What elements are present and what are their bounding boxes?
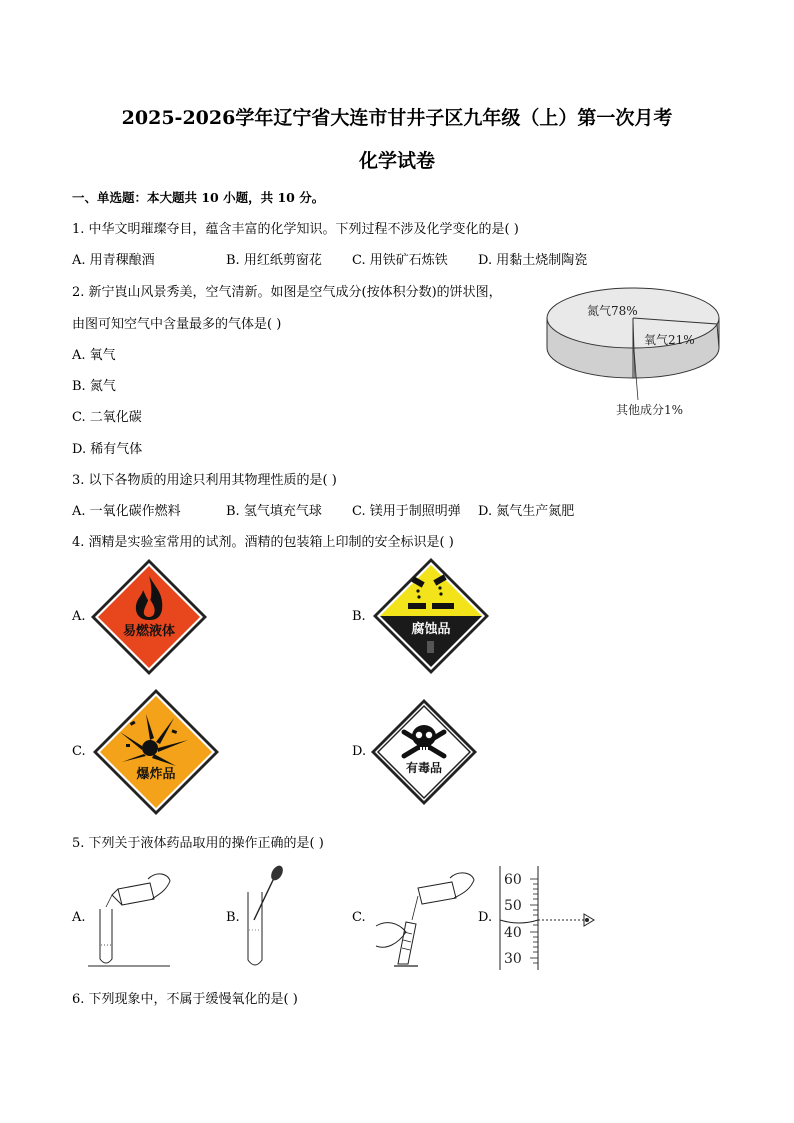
q4-stem: 4. 酒精是实验室常用的试剂。酒精的包装箱上印制的安全标识是( ) bbox=[72, 535, 454, 550]
q1-option-a: A. 用青稞酿酒 bbox=[72, 253, 155, 268]
tick-label-50: 50 bbox=[504, 898, 522, 914]
q2-option-d: D. 稀有气体 bbox=[72, 442, 143, 457]
q3-option-d: D. 氮气生产氮肥 bbox=[478, 504, 575, 519]
flammable-liquid-sign bbox=[90, 558, 208, 676]
pie-label-other: 其他成分1% bbox=[616, 403, 684, 417]
q5-option-a-letter: A. bbox=[72, 910, 86, 925]
q2-stem-line2: 由图可知空气中含量最多的气体是( ) bbox=[72, 317, 282, 332]
q1-option-b: B. 用红纸剪窗花 bbox=[226, 253, 322, 268]
reagent-bottle bbox=[118, 883, 154, 905]
q3-option-c: C. 镁用于制照明弹 bbox=[352, 504, 461, 519]
pouring-into-cylinder-illustration bbox=[368, 862, 478, 972]
q3-option-b: B. 氢气填充气球 bbox=[226, 504, 322, 519]
eye-icon bbox=[584, 914, 594, 926]
flammable-label: 易燃液体 bbox=[122, 624, 176, 639]
q2-option-a: A. 氧气 bbox=[72, 348, 116, 363]
test-tube bbox=[248, 892, 262, 965]
reading-cylinder-scale-illustration bbox=[496, 862, 608, 974]
liquid-meniscus bbox=[500, 920, 538, 923]
tick-label-30: 30 bbox=[504, 951, 522, 967]
dropper-bulb bbox=[269, 864, 286, 882]
exam-subtitle: 化学试卷 bbox=[358, 150, 435, 172]
q1-option-d: D. 用黏土烧制陶瓷 bbox=[478, 253, 588, 268]
q1-option-c: C. 用铁矿石炼铁 bbox=[352, 253, 448, 268]
test-tube bbox=[100, 909, 112, 963]
toxic-sign bbox=[370, 698, 478, 806]
q5-option-c-letter: C. bbox=[352, 910, 366, 925]
q5-option-d-letter: D. bbox=[478, 910, 493, 925]
q5-option-b-letter: B. bbox=[226, 910, 240, 925]
section-heading: 一、单选题：本大题共 10 小题，共 10 分。 bbox=[72, 190, 325, 205]
tick-label-60: 60 bbox=[504, 872, 522, 888]
dropper-in-test-tube-illustration bbox=[240, 864, 290, 972]
pie-label-nitrogen: 氮气78% bbox=[587, 304, 638, 318]
dropper bbox=[254, 878, 274, 920]
corrosive-sign bbox=[372, 557, 490, 675]
q2-option-b: B. 氮气 bbox=[72, 379, 116, 394]
tick-label-40: 40 bbox=[504, 925, 522, 941]
explosive-label: 爆炸品 bbox=[136, 767, 176, 782]
q6-stem: 6. 下列现象中，不属于缓慢氧化的是( ) bbox=[72, 992, 298, 1007]
q2-stem-line1: 2. 新宁崀山风景秀美，空气清新。如图是空气成分(按体积分数)的饼状图， bbox=[72, 285, 502, 300]
toxic-label: 有毒品 bbox=[405, 761, 443, 775]
q3-option-a: A. 一氧化碳作燃料 bbox=[72, 504, 181, 519]
q3-stem: 3. 以下各物质的用途只利用其物理性质的是( ) bbox=[72, 473, 337, 488]
q5-stem: 5. 下列关于液体药品取用的操作正确的是( ) bbox=[72, 836, 324, 851]
pouring-into-test-tube-illustration bbox=[88, 865, 172, 971]
q4-option-a-letter: A. bbox=[72, 609, 86, 624]
q4-option-b-letter: B. bbox=[352, 609, 366, 624]
q4-option-c-letter: C. bbox=[72, 744, 86, 759]
q1-stem: 1. 中华文明璀璨夺目，蕴含丰富的化学知识。下列过程不涉及化学变化的是( ) bbox=[72, 222, 519, 237]
pie-label-oxygen: 氧气21% bbox=[644, 333, 695, 347]
explosive-sign bbox=[92, 688, 220, 816]
graduated-cylinder bbox=[398, 922, 416, 964]
q2-option-c: C. 二氧化碳 bbox=[72, 410, 142, 425]
corrosive-label: 腐蚀品 bbox=[411, 622, 451, 637]
exam-title: 2025-2026学年辽宁省大连市甘井子区九年级（上）第一次月考 bbox=[121, 107, 673, 129]
q4-option-d-letter: D. bbox=[352, 744, 367, 759]
reagent-bottle bbox=[418, 882, 456, 904]
air-composition-pie-chart bbox=[540, 280, 730, 420]
